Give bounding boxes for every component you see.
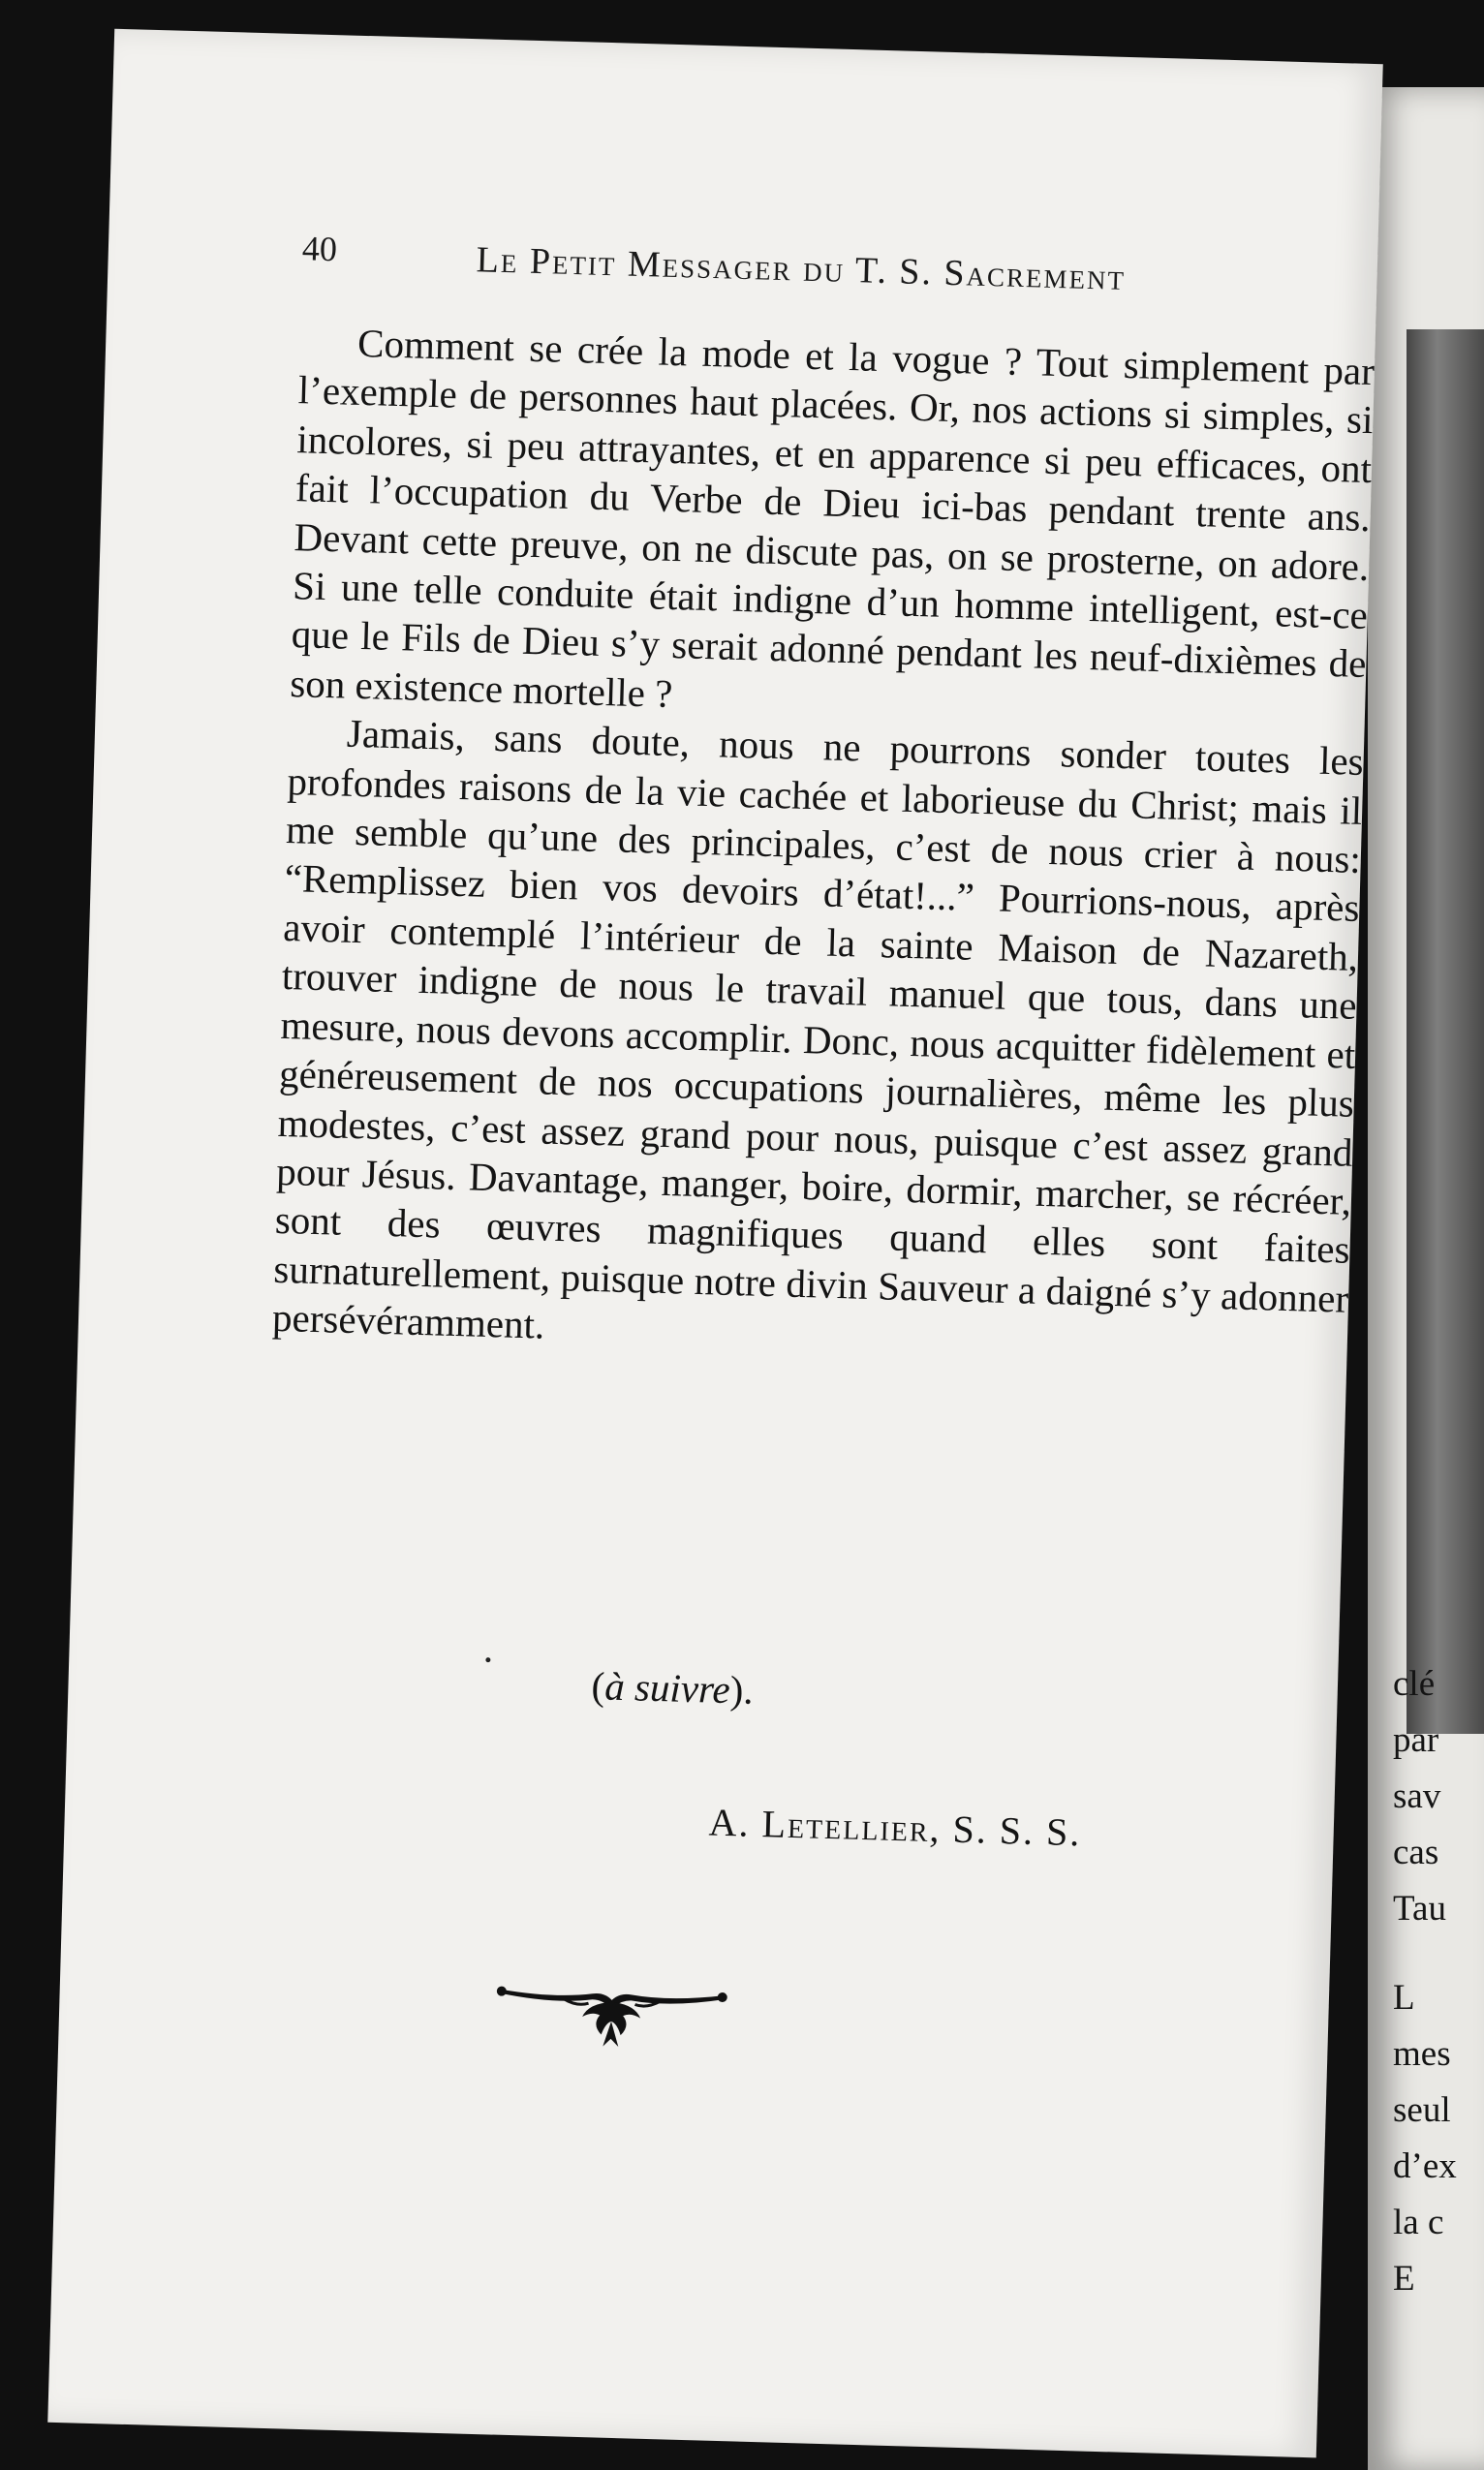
adjacent-line: cas	[1393, 1833, 1439, 1872]
paragraph: Jamais, sans doute, nous ne pourrons sonder toutes les profondes raisons de la vie cachée et laborieuse du Christ; mais il me semble qu’une des principales, c’est de nous crier à nous: “Remplissez bien vos devoirs d’état!...” Pourrions-nous, après avoir contemplé l’intérieur de la sainte Maison de Nazareth, trouver indigne de nous le travail manuel que tous, dans une mesure, nous devons accomplir. Donc, nous acquitter fidèlement et généreusement de nos occupations journalières, même les plus modestes, c’est assez grand pour nous, puisque c’est assez grand pour Jésus. Davantage, manger, boire, dormir, marcher, se récréer, sont des œuvres magnifiques quand elles sont faites surnaturellement, puisque notre divin Sauveur a daigné s’y adonner persévéramment.	[271, 710, 1365, 1347]
ornament-fleuron-icon	[494, 1968, 728, 2053]
to-follow-close: ).	[729, 1667, 755, 1713]
author-signature: A. Letellier, S. S. S.	[708, 1800, 1082, 1855]
adjacent-line: seul	[1393, 2090, 1451, 2130]
article-body	[271, 317, 1375, 1372]
running-title: Le Petit Messager du T. S. Sacrement	[476, 239, 1127, 298]
adjacent-line: L	[1393, 1978, 1415, 2018]
adjacent-line: par	[1393, 1720, 1439, 1760]
to-follow-italic: à suivre	[603, 1663, 731, 1713]
to-follow-open: (	[591, 1663, 605, 1709]
book-page	[47, 29, 1383, 2458]
adjacent-page-illustration	[1407, 329, 1484, 1734]
paragraph: Comment se crée la mode et la vogue ? Tout simplement par l’exemple de personnes haut placées. Or, nos actions si simples, si incolores, si peu attrayantes, et en apparence si peu efficaces, ont fait l’occupation du Verbe de Dieu ici-bas pendant trente ans. Devant cette preuve, on ne discute pas, on se prosterne, on adore. Si une telle conduite était indigne d’un homme intelligent, est-ce que le Fils de Dieu s’y serait adonné pendant les neuf-dixièmes de son existence mortelle ?	[289, 320, 1376, 716]
adjacent-line: mes	[1393, 2034, 1451, 2074]
adjacent-line: Tau	[1393, 1889, 1446, 1929]
adjacent-line: la c	[1393, 2203, 1444, 2242]
adjacent-line: clé	[1393, 1664, 1436, 1704]
print-speck	[485, 1657, 490, 1662]
page-header	[301, 228, 1319, 314]
to-be-continued	[591, 1662, 754, 1714]
adjacent-line: E	[1393, 2259, 1415, 2299]
page-number: 40	[301, 229, 338, 269]
adjacent-page-text	[1393, 1656, 1461, 2307]
adjacent-line: sav	[1393, 1776, 1441, 1816]
adjacent-line: d’ex	[1393, 2146, 1457, 2186]
